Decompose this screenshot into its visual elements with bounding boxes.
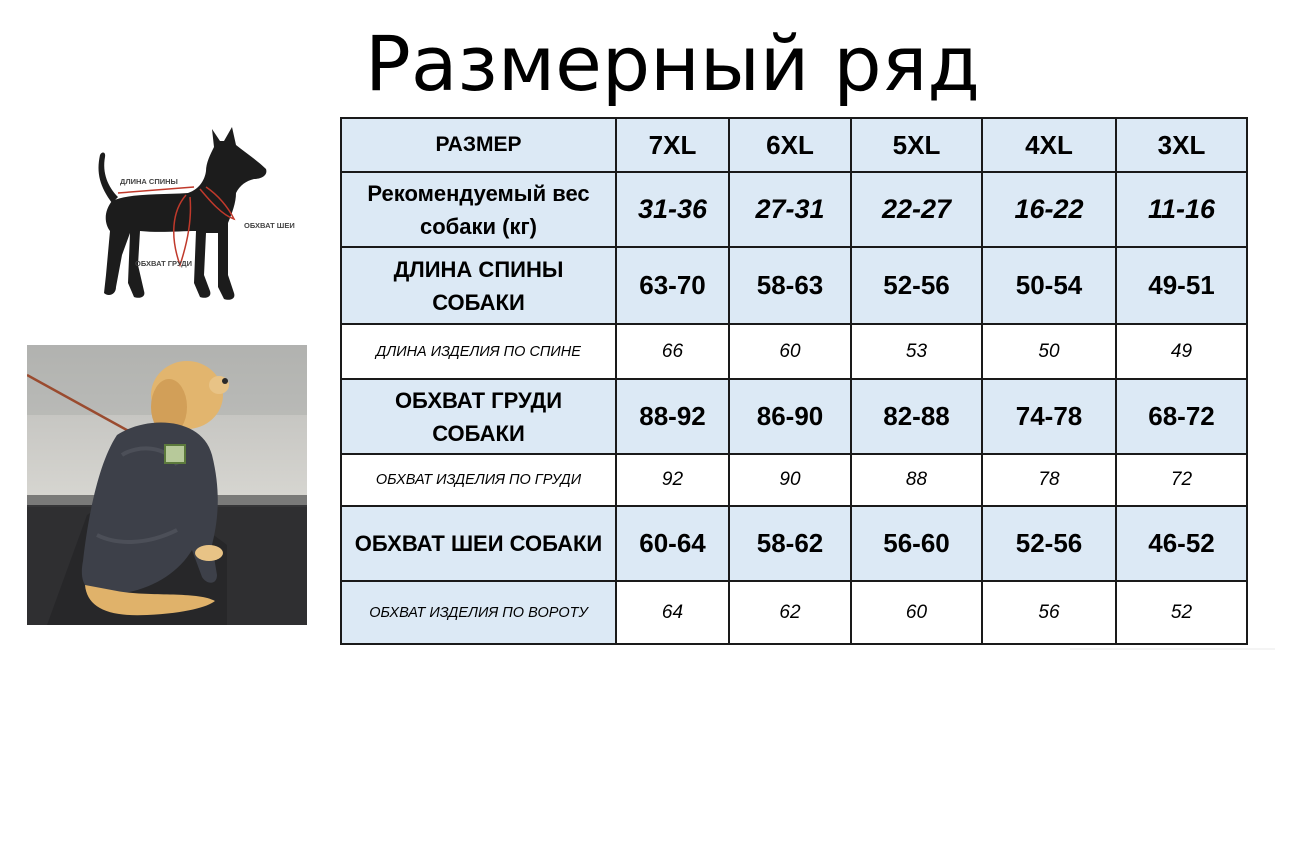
row-label-cell: ОБХВАТ ИЗДЕЛИЯ ПО ВОРОТУ [341,581,616,644]
table-cell: 86-90 [729,379,851,454]
size-header-cell: 4XL [982,118,1116,172]
table-cell: 82-88 [851,379,982,454]
table-cell: 52-56 [982,506,1116,581]
table-cell: 68-72 [1116,379,1247,454]
size-header-cell: 6XL [729,118,851,172]
header-row [341,118,1247,172]
size-chart-table [340,117,1248,645]
table-cell: 64 [616,581,729,644]
table-cell: 60 [851,581,982,644]
row-label-line: СОБАКИ [432,420,525,446]
row-label-cell [341,247,616,324]
table-cell: 58-62 [729,506,851,581]
dog-body-silhouette [104,127,266,300]
table-cell: 49 [1116,324,1247,379]
table-cell: 88 [851,454,982,506]
table-cell: 60 [729,324,851,379]
table-cell: 50 [982,324,1116,379]
table-cell: 22-27 [851,172,982,247]
chest-girth-label: ОБХВАТ ГРУДИ [135,259,192,268]
table-cell: 63-70 [616,247,729,324]
table-cell: 62 [729,581,851,644]
table-cell: 50-54 [982,247,1116,324]
row-label-line: Рекомендуемый вес [367,180,590,206]
table-row [341,379,1247,454]
header-label-cell: РАЗМЕР [341,118,616,172]
row-label-line: СОБАКИ [432,289,525,315]
row-label-line: собаки (кг) [420,213,537,239]
table-cell: 74-78 [982,379,1116,454]
table-cell: 56-60 [851,506,982,581]
row-label-cell [341,172,616,247]
row-label-line: ДЛИНА СПИНЫ [393,256,564,282]
table-cell: 49-51 [1116,247,1247,324]
table-cell: 88-92 [616,379,729,454]
table-cell: 56 [982,581,1116,644]
table-cell: 53 [851,324,982,379]
row-label-line: ОБХВАТ ГРУДИ [394,387,563,413]
table-cell: 52-56 [851,247,982,324]
table-row [341,247,1247,324]
table-cell: 60-64 [616,506,729,581]
row-label-cell: ДЛИНА ИЗДЕЛИЯ ПО СПИНЕ [341,324,616,379]
table-cell: 90 [729,454,851,506]
table-cell: 27-31 [729,172,851,247]
table-cell: 52 [1116,581,1247,644]
size-header-cell: 5XL [851,118,982,172]
table-row [341,454,1247,506]
table-cell: 31-36 [616,172,729,247]
table-cell: 72 [1116,454,1247,506]
table-cell: 11-16 [1116,172,1247,247]
table-row [341,172,1247,247]
page-title: Размерный ряд [365,19,980,108]
table-row [341,581,1247,644]
row-label-cell: ОБХВАТ ШЕИ СОБАКИ [341,506,616,581]
table-cell: 78 [982,454,1116,506]
back-length-line [118,187,194,193]
back-length-label: ДЛИНА СПИНЫ [120,177,178,186]
table-row [341,324,1247,379]
table-cell: 16-22 [982,172,1116,247]
table-cell: 92 [616,454,729,506]
neck-girth-label: ОБХВАТ ШЕИ [244,221,295,230]
dog-wearing-sweater-photo [27,345,307,625]
table-cell: 66 [616,324,729,379]
size-header-cell: 3XL [1116,118,1247,172]
divider [1070,648,1275,650]
size-header-cell: 7XL [616,118,729,172]
row-label-cell [341,379,616,454]
dog-tail [99,153,119,203]
table-row [341,506,1247,581]
dog-measurement-diagram [60,115,310,315]
row-label-cell: ОБХВАТ ИЗДЕЛИЯ ПО ГРУДИ [341,454,616,506]
table-cell: 58-63 [729,247,851,324]
table-cell: 46-52 [1116,506,1247,581]
